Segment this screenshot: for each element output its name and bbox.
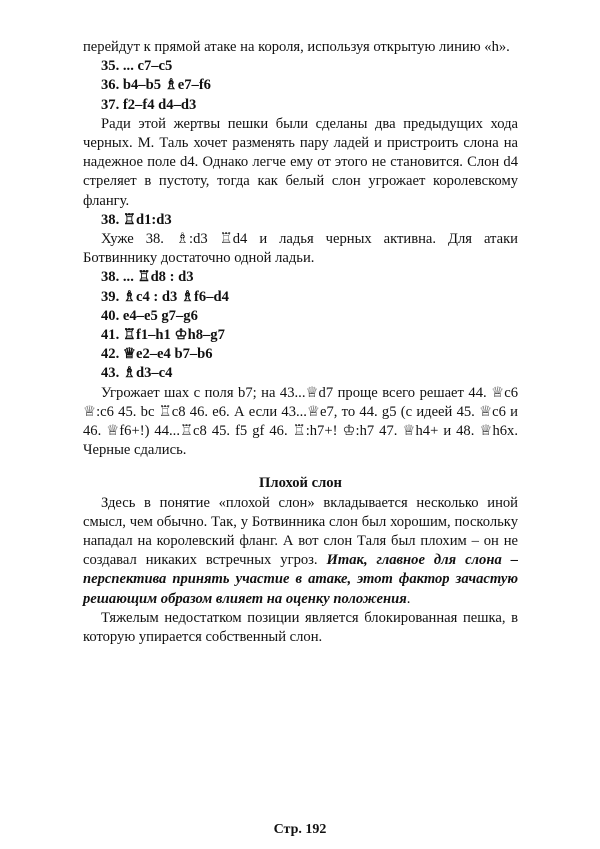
emphasized-text: Итак, главное для слона – перспектива принять участие в атаке, этот фактор зачастую решающим образом влияет на оценку положения — [83, 552, 518, 607]
paragraph-end: . — [406, 590, 411, 607]
move-line: 35. ... c7–c5 — [101, 58, 173, 75]
move-line: 36. b4–b5 ♗e7–f6 — [101, 77, 211, 94]
move-line: 42. ♕e2–e4 b7–b6 — [101, 346, 213, 363]
paragraph-text: Здесь в понятие «плохой слон» вкладывается несколько иной смысл, чем обычно. Так, у Ботвинника слон был хорошим, поскольку нападал на королевский фланг. А вот слон Таля был плохим – он не создавал никаких встречных угроз. — [83, 494, 518, 569]
move-line: 41. ♖f1–h1 ♔h8–g7 — [101, 327, 225, 344]
commentary-paragraph: Хуже 38. ♗:d3 ♖d4 и ладья черных активна. Для атаки Ботвиннику достаточно одной ладьи. — [83, 231, 518, 267]
section-paragraph: Тяжелым недостатком позиции является блокированная пешка, в которую упирается собственный слон. — [83, 609, 518, 646]
intro-paragraph: перейдут к прямой атаке на короля, используя открытую линию «h». — [83, 39, 510, 55]
move-line: 38. ♖d1:d3 — [101, 211, 172, 228]
move-line: 37. f2–f4 d4–d3 — [101, 96, 197, 113]
move-line: 43. ♗d3–c4 — [101, 365, 173, 382]
move-line: 38. ... ♖d8 : d3 — [101, 269, 194, 286]
page-number: Стр. 192 — [273, 822, 327, 837]
move-line: 40. e4–e5 g7–g6 — [101, 307, 198, 324]
page-body — [83, 38, 518, 647]
section-paragraph — [83, 494, 518, 609]
commentary-paragraph: Ради этой жертвы пешки были сделаны два предыдущих хода черных. М. Таль хочет разменять пару ладей и пристроить слона на надежное поле d4. Однако легче ему от этого не становится. Слон d4 стреляет в пустоту, тогда как белый слон угрожает королевскому флангу. — [83, 115, 518, 209]
move-line: 39. ♗c4 : d3 ♗f6–d4 — [101, 288, 229, 305]
commentary-paragraph: Угрожает шах с поля b7; на 43...♕d7 проще всего решает 44. ♕c6 ♕:c6 45. bc ♖c8 46. e6. А если 43...♕e7, то 44. g5 (с идеей 45. ♕c6 и 46. ♕f6+!) 44...♖c8 45. f5 gf 46. ♖:h7+! ♔:h7 47. ♕h4+ и 48. ♕h6x. Черные сдались. — [83, 384, 518, 459]
section-heading: Плохой слон — [259, 475, 342, 492]
